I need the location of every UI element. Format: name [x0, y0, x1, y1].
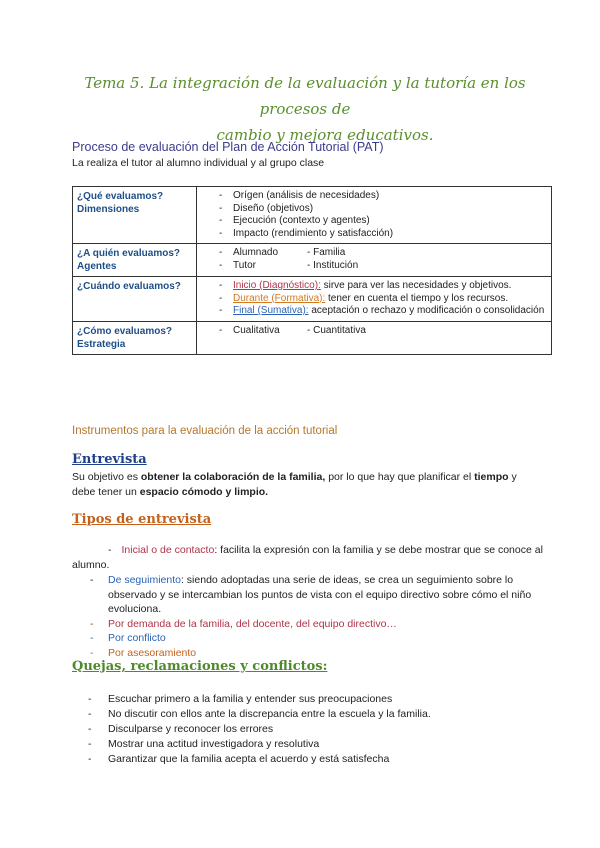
document-title: [70, 70, 540, 148]
list-item: - Final (Sumativa): aceptación o rechazo y modificación o consolidación: [219, 305, 547, 318]
tipos-heading: Tipos de entrevista: [72, 512, 212, 527]
list-item: - Tutor - Institución: [219, 260, 547, 273]
list-item: - Inicio (Diagnóstico): sirve para ver las necesidades y objetivos.: [219, 280, 547, 293]
table-row: [73, 277, 552, 322]
quejas-list: [88, 692, 431, 767]
pat-subtitle: La realiza el tutor al alumno individual y al grupo clase: [72, 157, 325, 169]
instruments-heading: Instrumentos para la evaluación de la acción tutorial: [72, 425, 338, 437]
list-item: - Escuchar primero a la familia y entender sus preocupaciones: [88, 692, 431, 707]
list-item: - De seguimiento: siendo adoptadas una serie de ideas, se crea un seguimiento sobre lo observado y se intercambian los puntos de vista con el equipo directivo sobre cómo el niño evoluciona.: [90, 574, 532, 615]
entrevista-heading: Entrevista: [72, 452, 147, 467]
question-cell: ¿Cuándo evaluamos?: [73, 277, 197, 322]
list-item: - Mostrar una actitud investigadora y resolutiva: [88, 737, 431, 752]
list-item: - No discutir con ellos ante la discrepancia entre la escuela y la familia.: [88, 707, 431, 722]
entrevista-paragraph: Su objetivo es obtener la colaboración de la familia, por lo que hay que planificar el tiempo y debe tener un espacio cómodo y limpio.: [72, 471, 517, 498]
question-cell: ¿A quién evaluamos? Agentes: [73, 244, 197, 277]
list-item: - Alumnado - Familia: [219, 247, 547, 260]
table-row: [73, 321, 552, 354]
list-item: - Orígen (análisis de necesidades): [219, 190, 547, 203]
list-item: - Inicial o de contacto: facilita la expresión con la familia y se debe mostrar que se conoce al alumno.: [72, 544, 543, 571]
list-item: - Por demanda de la familia, del docente, del equipo directivo…: [90, 617, 397, 630]
list-item: - Garantizar que la familia acepta el acuerdo y está satisfecha: [88, 752, 431, 767]
answer-cell: [197, 244, 552, 277]
pat-table: [72, 186, 552, 355]
list-item: - Por asesoramiento: [90, 646, 197, 659]
list-item: - Diseño (objetivos): [219, 203, 547, 216]
answer-cell: [197, 187, 552, 244]
list-item: - Disculparse y reconocer los errores: [88, 722, 431, 737]
table-row: [73, 244, 552, 277]
answer-cell: [197, 321, 552, 354]
pat-heading: Proceso de evaluación del Plan de Acción Tutorial (PAT): [72, 140, 384, 154]
list-item: - Por conflicto: [90, 632, 166, 644]
answer-cell: [197, 277, 552, 322]
title-line-1: Tema 5. La integración de la evaluación y la tutoría en los procesos de: [84, 74, 526, 118]
list-item: - Impacto (rendimiento y satisfacción): [219, 228, 547, 241]
table-row: [73, 187, 552, 244]
quejas-heading: Quejas, reclamaciones y conflictos:: [72, 659, 328, 674]
tipos-list: [72, 543, 552, 660]
list-item: - Cualitativa - Cuantitativa: [219, 325, 547, 338]
question-cell: ¿Qué evaluamos? Dimensiones: [73, 187, 197, 244]
list-item: - Ejecución (contexto y agentes): [219, 215, 547, 228]
question-cell: ¿Cómo evaluamos? Estrategia: [73, 321, 197, 354]
title-line-2: cambio y mejora educativos.: [216, 126, 434, 144]
list-item: - Durante (Formativa): tener en cuenta el tiempo y los recursos.: [219, 293, 547, 306]
